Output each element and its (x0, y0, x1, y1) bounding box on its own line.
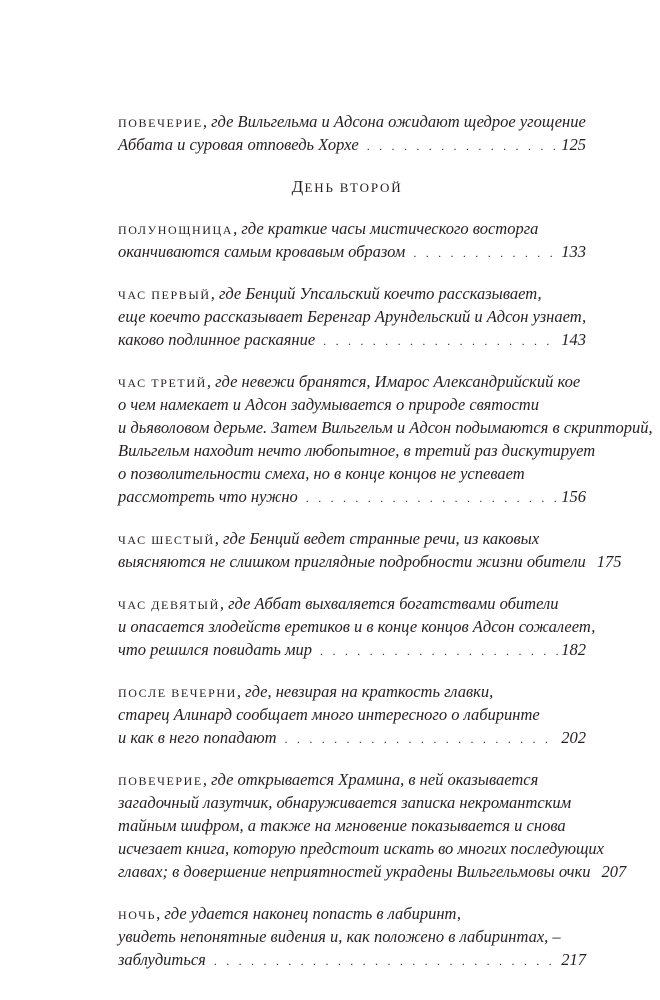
toc-entry-hour: ЧАС ШЕСТЫЙ (118, 533, 215, 547)
toc-entry-text: рассмотреть что нужно (118, 487, 298, 506)
toc-entry-line (118, 110, 586, 133)
toc-entry-text: оканчиваются самым кровавым образом (118, 242, 406, 261)
toc-entry (118, 527, 622, 573)
toc-entry (118, 282, 586, 351)
toc-entry-last-line (118, 860, 627, 883)
toc-entry-text: и как в него попадают (118, 728, 277, 747)
toc-entry (118, 680, 586, 749)
toc-entry-last-line (118, 726, 586, 749)
toc-entry-text: , где открывается Храмина, в ней оказывается (202, 770, 539, 789)
toc-entry (118, 370, 653, 508)
toc-entry-line: о чем намекает и Адсон задумывается о природе святости (118, 395, 539, 414)
toc-entry-line: старец Алинард сообщает много интересного о лабиринте (118, 705, 540, 724)
toc-entry-line: Вильгельм находит нечто любопытное, в третий раз дискутирует (118, 441, 596, 460)
toc-entry-text: , где Вильгельма и Адсона ожидают щедрое угощение (202, 112, 586, 131)
toc-entry-text: главах; в довершение неприятностей украдены Вильгельмовы очки (118, 862, 591, 881)
toc-entry-line: и дьяволовом дерьме. Затем Вильгельм и Адсон подымаются в скрипторий, (118, 418, 653, 437)
toc-entry-hour: НОЧЬ (118, 908, 157, 922)
toc-entries (118, 217, 653, 971)
page-number: 217 (561, 950, 586, 969)
toc-entry-text: , где невежи бранятся, Имарос Александрийский кое (206, 372, 581, 391)
day-heading (108, 175, 586, 199)
toc-entry-last-line (118, 550, 622, 573)
toc-entry-line (118, 768, 586, 791)
toc-entry-text: выясняются не слишком приглядные подробности жизни обители (118, 552, 586, 571)
dot-leader (214, 950, 558, 973)
toc-entry-line (118, 527, 586, 550)
toc-entry-hour: ПОВЕЧЕРИЕ (118, 116, 203, 130)
page-number: 202 (561, 728, 586, 747)
dot-leader (367, 135, 559, 158)
toc-entry-last-line (118, 328, 586, 351)
toc-entry-line (118, 680, 586, 703)
dot-leader (306, 487, 558, 510)
dot-leader (323, 330, 558, 353)
dot-leader (413, 242, 558, 265)
toc-entry-text: , где Бенций ведет странные речи, из каковых (214, 529, 540, 548)
toc-entry-text: , где удается наконец попасть в лабиринт, (156, 904, 461, 923)
toc-entry-line (118, 902, 586, 925)
toc-entry-hour: ЧАС ПЕРВЫЙ (118, 288, 211, 302)
page-number: 156 (561, 487, 586, 506)
toc-entry-last-line (118, 485, 586, 508)
toc-entry-line: увидеть непонятные видения и, как положено в лабиринтах, – (118, 927, 561, 946)
toc-entry-text: , где Бенций Упсальский коечто рассказывает, (210, 284, 542, 303)
toc-entry-line: еще коечто рассказывает Беренгар Арундельский и Адсон узнает, (118, 307, 587, 326)
page-number: 125 (561, 135, 586, 154)
toc-entry (118, 768, 627, 883)
day-heading-initial: Д (291, 177, 305, 196)
toc-entry-line: загадочный лазутчик, обнаруживается записка некромантским (118, 793, 572, 812)
toc-entry-line: о позволительности смеха, но в конце концов не успевает (118, 464, 525, 483)
toc-entry-prev (118, 110, 586, 156)
toc-entry-hour: ЧАС ДЕВЯТЫЙ (118, 598, 220, 612)
toc-entry-text: каково подлинное раскаяние (118, 330, 316, 349)
toc-entry-hour: ПОЛУНОЩНИЦА (118, 223, 234, 237)
toc-entry-last-line (118, 948, 586, 971)
toc-entry (118, 592, 596, 661)
toc-entry-hour: ПОВЕЧЕРИЕ (118, 774, 203, 788)
page-number: 175 (596, 552, 622, 571)
page-number: 207 (601, 862, 627, 881)
dot-leader (320, 640, 558, 663)
page-number: 182 (561, 640, 586, 659)
toc-entry-text: , где Аббат выхваляется богатствами обители (219, 594, 559, 613)
toc-entry-text: что решился повидать мир (118, 640, 313, 659)
toc-entry-text: , где, невзирая на краткость главки, (236, 682, 494, 701)
toc-entry-hour: ЧАС ТРЕТИЙ (118, 376, 207, 390)
toc-entry-line: тайным шифром, а также на мгновение показывается и снова (118, 816, 566, 835)
page-number: 133 (561, 242, 586, 261)
toc-entry (118, 902, 586, 971)
dot-leader (285, 728, 559, 751)
toc-entry-text: Аббата и суровая отповедь Хорхе (118, 135, 359, 154)
toc-entry-last-line (118, 133, 586, 156)
toc-entry-text: заблудиться (118, 950, 206, 969)
toc-entry-hour: ПОСЛЕ ВЕЧЕРНИ (118, 686, 237, 700)
toc-entry-line: и опасается злодейств еретиков и в конце концов Адсон сожалеет, (118, 617, 596, 636)
toc-entry-line (118, 592, 586, 615)
table-of-contents (118, 110, 653, 990)
toc-entry-line (118, 370, 586, 393)
toc-entry (118, 217, 586, 263)
toc-entry-line (118, 217, 586, 240)
toc-entry-line (118, 282, 586, 305)
toc-entry-text: , где краткие часы мистического восторга (233, 219, 539, 238)
toc-entry-last-line (118, 638, 586, 661)
toc-entry-last-line (118, 240, 586, 263)
page-number: 143 (561, 330, 586, 349)
day-heading-rest: ЕНЬ ВТОРОЙ (304, 180, 403, 195)
toc-entry-line: исчезает книга, которую предстоит искать во многих последующих (118, 839, 604, 858)
